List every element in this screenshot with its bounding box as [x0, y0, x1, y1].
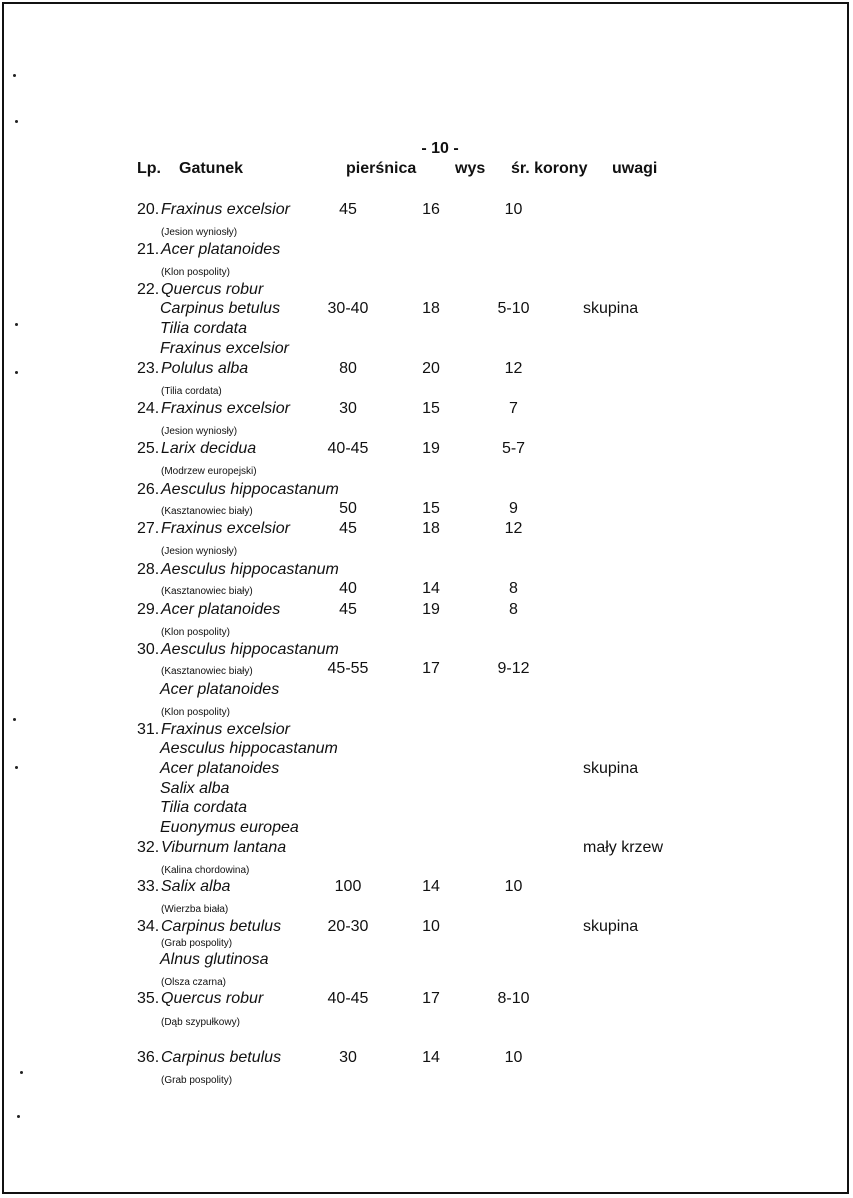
note-value: mały krzew — [583, 839, 664, 856]
subname-row — [0, 1011, 853, 1031]
diameter-value: 40-45 — [327, 440, 369, 457]
row-number: 24. — [137, 400, 160, 417]
height-value: 15 — [422, 500, 440, 517]
crown-value: 10 — [504, 1049, 523, 1066]
header-piersnica: pierśnica — [346, 160, 417, 177]
page-number: - 10 - — [421, 140, 459, 157]
row-number: 23. — [137, 360, 160, 377]
species-name: Euonymus europea — [160, 819, 299, 836]
height-value: 14 — [422, 1049, 440, 1066]
polish-name: (Klon pospolity) — [161, 627, 230, 638]
species-name: Fraxinus excelsior — [161, 520, 290, 537]
species-name: Larix decidua — [161, 440, 257, 457]
header-korona: śr. korony — [511, 160, 588, 177]
species-name: Fraxinus excelsior — [161, 201, 290, 218]
height-value: 14 — [422, 580, 440, 597]
subname-row — [0, 621, 853, 641]
species-name: Aesculus hippocastanum — [161, 641, 339, 658]
row-number: 29. — [137, 601, 160, 618]
species-name: Carpinus betulus — [160, 300, 281, 317]
species-name: Acer platanoides — [161, 601, 281, 618]
note-value: skupina — [583, 918, 639, 935]
table-row — [0, 1049, 853, 1069]
polish-name: (Kasztanowiec biały) — [161, 506, 253, 517]
height-value: 15 — [422, 400, 440, 417]
table-row — [0, 241, 853, 261]
crown-value: 10 — [504, 878, 523, 895]
header-uwagi: uwagi — [612, 160, 658, 177]
crown-value: 5-10 — [497, 300, 530, 317]
height-value: 17 — [422, 990, 440, 1007]
note-value: skupina — [583, 300, 639, 317]
table-row — [0, 990, 853, 1010]
subname-row — [0, 540, 853, 560]
polish-name: (Kasztanowiec biały) — [161, 666, 253, 677]
subname-row — [0, 859, 853, 879]
polish-name: (Modrzew europejski) — [161, 466, 257, 477]
polish-name: (Wierzba biała) — [161, 904, 229, 915]
crown-value: 8 — [509, 601, 518, 618]
crown-value: 12 — [504, 520, 523, 537]
species-name: Acer platanoides — [160, 681, 280, 698]
table-row — [0, 561, 853, 581]
polish-name: (Klon pospolity) — [161, 267, 230, 278]
subname-row — [0, 221, 853, 241]
crown-value: 5-7 — [501, 440, 526, 457]
species-name: Fraxinus excelsior — [161, 721, 290, 738]
species-name: Aesculus hippocastanum — [161, 561, 339, 578]
subname-row — [0, 898, 853, 918]
diameter-value: 30 — [339, 400, 357, 417]
subname-row — [0, 1069, 853, 1089]
diameter-value: 80 — [339, 360, 357, 377]
polish-name: (Klon pospolity) — [161, 707, 230, 718]
species-name: Quercus robur — [161, 990, 264, 1007]
subname-row — [0, 460, 853, 480]
crown-value: 9-12 — [497, 660, 530, 677]
table-row — [0, 400, 853, 420]
table-row — [0, 281, 853, 301]
diameter-value: 40-45 — [327, 990, 369, 1007]
crown-value: 10 — [504, 201, 523, 218]
row-number: 33. — [137, 878, 160, 895]
scan-mark — [15, 120, 18, 123]
row-number: 32. — [137, 839, 160, 856]
row-number: 26. — [137, 481, 160, 498]
height-value: 19 — [422, 440, 440, 457]
species-name: Salix alba — [160, 780, 230, 797]
species-name: Tilia cordata — [160, 799, 248, 816]
species-name: Polulus alba — [161, 360, 249, 377]
diameter-value: 100 — [334, 878, 362, 895]
table-row — [0, 951, 853, 971]
row-number: 35. — [137, 990, 160, 1007]
subname-row — [0, 500, 853, 520]
row-number: 25. — [137, 440, 160, 457]
table-row — [0, 300, 853, 320]
subname-row — [0, 420, 853, 440]
header-wys: wys — [455, 160, 486, 177]
polish-name: (Jesion wyniosły) — [161, 546, 238, 557]
height-value: 16 — [422, 201, 440, 218]
species-name: Acer platanoides — [161, 241, 281, 258]
polish-name: (Tilia cordata) — [161, 386, 222, 397]
table-row — [0, 839, 853, 859]
species-name: Alnus glutinosa — [160, 951, 269, 968]
scan-mark — [17, 1115, 20, 1118]
polish-name: (Olsza czarna) — [161, 977, 227, 988]
species-name: Carpinus betulus — [161, 1049, 282, 1066]
crown-value: 8 — [509, 580, 518, 597]
row-number: 20. — [137, 201, 160, 218]
crown-value: 8-10 — [497, 990, 530, 1007]
subname-row — [0, 660, 853, 680]
species-name: Aesculus hippocastanum — [160, 740, 338, 757]
subname-row — [0, 261, 853, 281]
polish-name: (Grab pospolity) — [161, 1075, 233, 1086]
note-value: skupina — [583, 760, 639, 777]
table-row — [0, 799, 853, 819]
table-row — [0, 201, 853, 221]
polish-name: (Kasztanowiec biały) — [161, 586, 253, 597]
table-row — [0, 878, 853, 898]
table-row — [0, 601, 853, 621]
polish-name: (Grab pospolity) — [161, 938, 233, 949]
table-row — [0, 721, 853, 741]
height-value: 20 — [422, 360, 440, 377]
subname-row — [0, 971, 853, 991]
species-name: Salix alba — [161, 878, 231, 895]
diameter-value: 45-55 — [327, 660, 369, 677]
polish-name: (Kalina chordowina) — [161, 865, 250, 876]
subname-row — [0, 701, 853, 721]
species-name: Fraxinus excelsior — [160, 340, 289, 357]
height-value: 18 — [422, 300, 440, 317]
height-value: 10 — [422, 918, 440, 935]
subname-row — [0, 380, 853, 400]
polish-name: (Jesion wyniosły) — [161, 426, 238, 437]
diameter-value: 45 — [339, 520, 357, 537]
header-lp: Lp. — [137, 160, 161, 177]
species-name: Fraxinus excelsior — [161, 400, 290, 417]
table-row — [0, 520, 853, 540]
row-number: 27. — [137, 520, 160, 537]
height-value: 18 — [422, 520, 440, 537]
species-name: Viburnum lantana — [161, 839, 287, 856]
species-name: Tilia cordata — [160, 320, 248, 337]
table-row — [0, 320, 853, 340]
table-row — [0, 360, 853, 380]
height-value: 14 — [422, 878, 440, 895]
crown-value: 9 — [509, 500, 518, 517]
diameter-value: 45 — [339, 601, 357, 618]
table-row — [0, 641, 853, 661]
species-name: Carpinus betulus — [161, 918, 282, 935]
species-name: Aesculus hippocastanum — [161, 481, 339, 498]
species-name: Acer platanoides — [160, 760, 280, 777]
table-row — [0, 440, 853, 460]
crown-value: 12 — [504, 360, 523, 377]
table-row — [0, 340, 853, 360]
crown-value: 7 — [509, 400, 518, 417]
diameter-value: 50 — [339, 500, 357, 517]
table-row — [0, 760, 853, 780]
height-value: 17 — [422, 660, 440, 677]
table-row — [0, 819, 853, 839]
scan-mark — [13, 74, 16, 77]
diameter-value: 30-40 — [327, 300, 369, 317]
row-number: 31. — [137, 721, 160, 738]
species-name: Quercus robur — [161, 281, 264, 298]
row-number: 21. — [137, 241, 160, 258]
diameter-value: 30 — [339, 1049, 357, 1066]
diameter-value: 40 — [339, 580, 357, 597]
row-number: 36. — [137, 1049, 160, 1066]
diameter-value: 20-30 — [327, 918, 369, 935]
polish-name: (Jesion wyniosły) — [161, 227, 238, 238]
diameter-value: 45 — [339, 201, 357, 218]
height-value: 19 — [422, 601, 440, 618]
table-row — [0, 780, 853, 800]
table-row — [0, 481, 853, 501]
row-number: 30. — [137, 641, 160, 658]
polish-name: (Dąb szypułkowy) — [161, 1017, 240, 1028]
subname-row — [0, 580, 853, 600]
row-number: 22. — [137, 281, 160, 298]
table-row — [0, 740, 853, 760]
table-row — [0, 681, 853, 701]
header-gatunek: Gatunek — [179, 160, 244, 177]
row-number: 34. — [137, 918, 160, 935]
subname-row — [0, 932, 853, 952]
row-number: 28. — [137, 561, 160, 578]
